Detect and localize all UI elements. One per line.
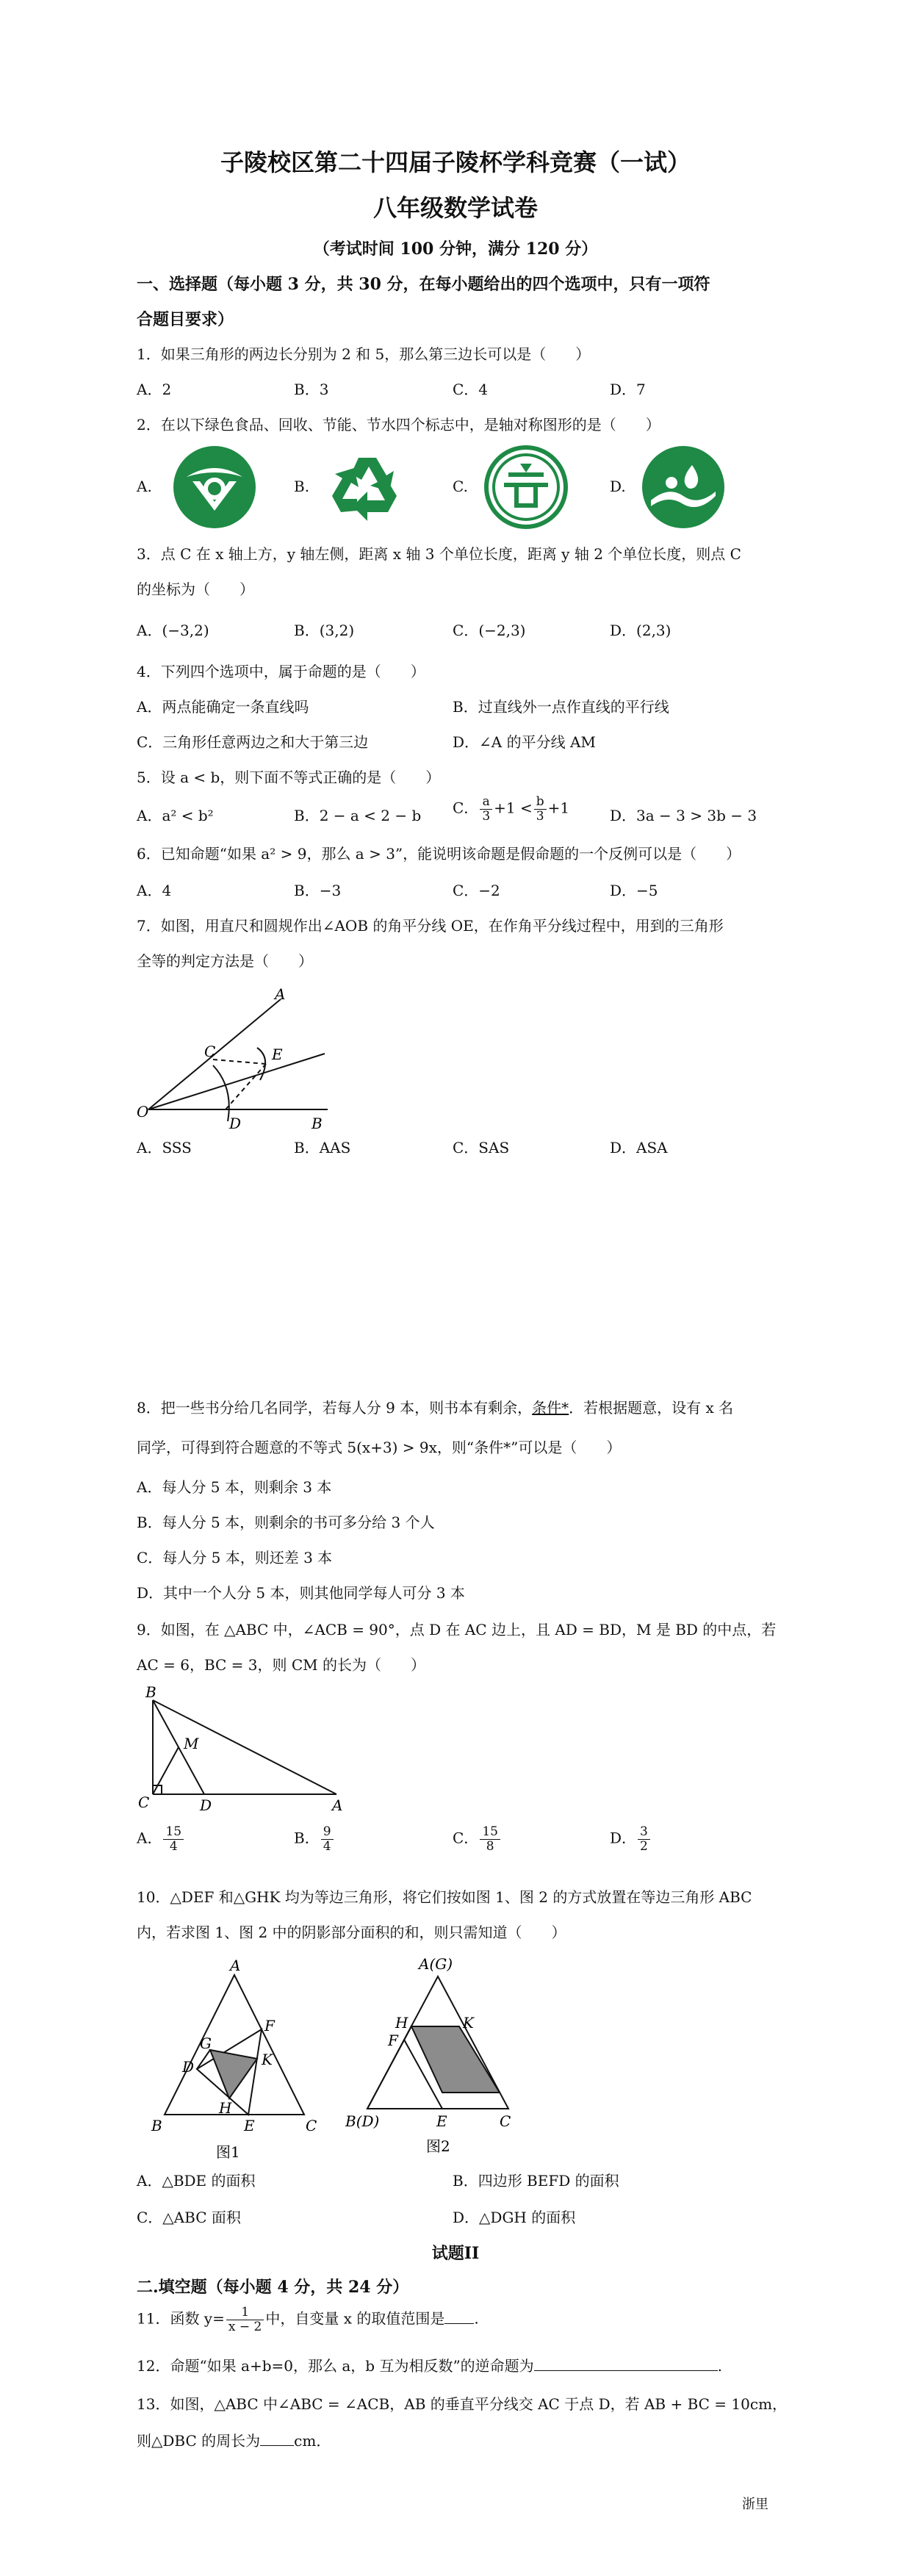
- q10-fig1-label-b: B: [151, 2117, 162, 2134]
- q2-stem: 2．在以下绿色食品、回收、节能、节水四个标志中，是轴对称图形的是（ ）: [137, 416, 660, 433]
- q5-option-c: C． $\frac{a}{3}$ +1 < $\frac{b}{3}$ +1: [453, 794, 570, 824]
- q2-option-d: D.: [610, 478, 626, 495]
- q10-option-b: B．四边形 BEFD 的面积: [453, 2172, 619, 2190]
- q9-option-b: B． $\frac{9}{4}$: [294, 1825, 335, 1853]
- q5-option-d: D．3a − 3 > 3b − 3: [610, 807, 757, 824]
- q10-fig1-label-c: C: [306, 2117, 317, 2134]
- q1-option-c: C．4: [453, 381, 489, 398]
- q6-option-c: C．−2: [453, 882, 500, 899]
- exam-info: （考试时间 100 分钟，满分 120 分）: [313, 240, 598, 259]
- q6-stem: 6．已知命题“如果 a² > 9，那么 a > 3”，能说明该命题是假命题的一个反例可以是（ ）: [137, 845, 741, 863]
- section1-heading-line2: 合题目要求）: [137, 310, 234, 329]
- water-saving-logo-icon: [639, 443, 727, 531]
- q10-fig2-label-c: C: [500, 2112, 511, 2130]
- q5-stem: 5．设 a < b，则下面不等式正确的是（ ）: [137, 769, 441, 786]
- q10-fig1-label-g: G: [200, 2034, 212, 2052]
- q9-label-c: C: [138, 1794, 150, 1811]
- q9-stem-line2: AC = 6，BC = 3，则 CM 的长为（ ）: [137, 1656, 426, 1674]
- q1-option-d: D．7: [610, 381, 646, 398]
- q11-stem: 11．函数 y= $\frac{1}{x - 2}$ 中，自变量 x 的取值范围是 .: [137, 2305, 479, 2334]
- q9-label-b: B: [145, 1683, 156, 1701]
- q7-label-c: C: [204, 1043, 216, 1060]
- q6-option-d: D．−5: [610, 882, 658, 899]
- q4-option-b: B．过直线外一点作直线的平行线: [453, 698, 669, 716]
- q7-label-b: B: [312, 1115, 323, 1132]
- section2-heading: 二.填空题（每小题 4 分，共 24 分）: [137, 2278, 409, 2297]
- q1-option-b: B．3: [294, 381, 329, 398]
- q11-answer-blank[interactable]: [444, 2323, 474, 2324]
- exam-subtitle: 八年级数学试卷: [372, 194, 538, 222]
- q7-option-d: D．ASA: [610, 1139, 668, 1156]
- q8-stem-line1: 8．把一些书分给几名同学，若每人分 9 本，则书本有剩余，条件*．若根据题意，设有 x 名: [137, 1399, 734, 1417]
- q10-option-c: C．△ABC 面积: [137, 2209, 241, 2226]
- q8-option-d: D．其中一个人分 5 本，则其他同学每人可分 3 本: [137, 1584, 465, 1602]
- q10-fig1-label-e: E: [244, 2117, 255, 2134]
- q3-option-a: A．(−3,2): [137, 622, 209, 639]
- q6-option-a: A．4: [137, 882, 172, 899]
- q10-fig1-label-d: D: [182, 2058, 195, 2076]
- q9-option-a: A． $\frac{15}{4}$: [137, 1825, 185, 1853]
- q3-option-c: C．(−2,3): [453, 622, 526, 639]
- q10-fig1-label-k: K: [262, 2051, 273, 2068]
- green-food-logo-icon: [170, 443, 259, 531]
- q2-option-b: B.: [294, 478, 310, 495]
- q5-option-b: B．2 − a < 2 − b: [294, 807, 422, 824]
- q10-figure-1: [143, 1954, 334, 2160]
- q2-option-c: C.: [453, 478, 468, 495]
- q3-option-b: B．(3,2): [294, 622, 355, 639]
- q10-figure-2: [345, 1954, 536, 2160]
- q9-label-d: D: [200, 1796, 212, 1814]
- part2-label: 试题II: [431, 2244, 480, 2263]
- q9-label-m: M: [184, 1735, 199, 1752]
- q1-option-a: A．2: [137, 381, 172, 398]
- q10-option-a: A．△BDE 的面积: [137, 2172, 256, 2190]
- q9-label-a: A: [332, 1796, 343, 1814]
- q8-option-c: C．每人分 5 本，则还差 3 本: [137, 1549, 333, 1566]
- q10-stem-line2: 内，若求图 1、图 2 中的阴影部分面积的和，则只需知道（ ）: [137, 1924, 566, 1941]
- q12-stem: 12．命题“如果 a+b=0，那么 a，b 互为相反数”的逆命题为 .: [137, 2357, 723, 2375]
- q10-fig1-label-a: A: [230, 1957, 241, 1974]
- q4-stem: 4．下列四个选项中，属于命题的是（ ）: [137, 663, 425, 680]
- q7-label-d: D: [229, 1115, 242, 1132]
- q1-stem: 1．如果三角形的两边长分别为 2 和 5，那么第三边长可以是（ ）: [137, 345, 591, 363]
- q9-option-c: C． $\frac{15}{8}$: [453, 1825, 502, 1853]
- q13-stem-line2: 则△DBC 的周长为 cm．: [137, 2432, 331, 2450]
- q10-fig2-label-h: H: [395, 2014, 408, 2032]
- q9-option-d: D． $\frac{3}{2}$: [610, 1825, 652, 1853]
- q4-option-a: A．两点能确定一条直线吗: [137, 698, 309, 716]
- exam-title: 子陵校区第二十四届子陵杯学科竞赛（一试）: [220, 148, 691, 176]
- q3-option-d: D．(2,3): [610, 622, 671, 639]
- q3-stem-line2: 的坐标为（ ）: [137, 580, 254, 598]
- q5-option-a: A．a² < b²: [137, 807, 214, 824]
- q7-option-c: C．SAS: [453, 1139, 510, 1156]
- q8-stem-line2: 同学，可得到符合题意的不等式 5(x+3) > 9x，则“条件*”可以是（ ）: [137, 1439, 622, 1456]
- q7-label-e: E: [272, 1046, 283, 1063]
- q10-fig2-label-ag: A(G): [419, 1955, 453, 1973]
- recycle-logo-icon: [323, 443, 411, 531]
- footer-text: 浙里: [742, 2497, 768, 2512]
- q8-option-b: B．每人分 5 本，则剩余的书可多分给 3 个人: [137, 1514, 435, 1531]
- q13-stem-line1: 13．如图，△ABC 中∠ABC = ∠ACB，AB 的垂直平分线交 AC 于点 D，若 AB + BC = 10cm，: [137, 2395, 788, 2413]
- q4-option-c: C．三角形任意两边之和大于第三边: [137, 733, 369, 751]
- section1-heading-line1: 一、选择题（每小题 3 分，共 30 分，在每小题给出的四个选项中，只有一项符: [137, 275, 710, 294]
- q3-stem-line1: 3．点 C 在 x 轴上方，y 轴左侧，距离 x 轴 3 个单位长度，距离 y 轴 2 个单位长度，则点 C: [137, 545, 741, 563]
- q13-answer-blank[interactable]: [260, 2445, 294, 2446]
- q6-option-b: B．−3: [294, 882, 342, 899]
- q7-label-o: O: [137, 1103, 149, 1120]
- q10-fig2-caption: 图2: [426, 2137, 450, 2155]
- q10-fig2-label-e: E: [436, 2112, 447, 2130]
- q7-option-a: A．SSS: [137, 1139, 192, 1156]
- q8-option-a: A．每人分 5 本，则剩余 3 本: [137, 1478, 332, 1496]
- q7-label-a: A: [275, 985, 286, 1003]
- q9-right-triangle-figure: [137, 1683, 350, 1815]
- q12-answer-blank[interactable]: [534, 2370, 718, 2371]
- q9-stem-line1: 9．如图，在 △ABC 中，∠ACB = 90°，点 D 在 AC 边上，且 AD = BD，M 是 BD 的中点，若: [137, 1621, 777, 1638]
- q7-option-b: B．AAS: [294, 1139, 351, 1156]
- q10-fig2-label-k: K: [463, 2014, 474, 2032]
- q10-stem-line1: 10．△DEF 和△GHK 均为等边三角形，将它们按如图 1、图 2 的方式放置在等边三角形 ABC: [137, 1888, 752, 1906]
- q10-fig2-label-f: F: [388, 2032, 398, 2049]
- q10-fig2-label-bd: B(D): [345, 2112, 380, 2130]
- q10-fig1-label-h: H: [219, 2099, 232, 2117]
- q7-stem-line1: 7．如图，用直尺和圆规作出∠AOB 的角平分线 OE，在作角平分线过程中，用到的三角形: [137, 917, 724, 935]
- q2-option-a: A.: [137, 478, 152, 495]
- q10-fig1-caption: 图1: [216, 2143, 240, 2160]
- energy-saving-logo-icon: [482, 443, 570, 531]
- q7-angle-bisector-figure: [137, 977, 350, 1146]
- q4-option-d: D．∠A 的平分线 AM: [453, 733, 596, 751]
- q7-stem-line2: 全等的判定方法是（ ）: [137, 952, 313, 970]
- q10-fig1-label-f: F: [264, 2017, 275, 2034]
- q10-option-d: D．△DGH 的面积: [453, 2209, 576, 2226]
